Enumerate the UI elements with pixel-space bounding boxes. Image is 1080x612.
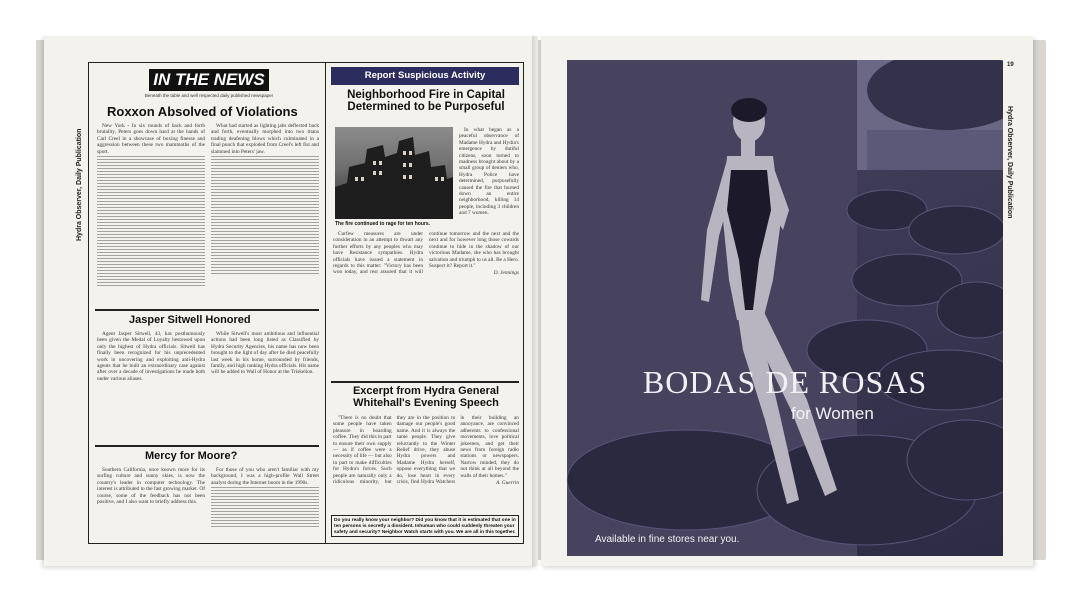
article3-headline: Mercy for Moore?	[145, 450, 238, 462]
neighbor-watch-box: Do you really know your neighbor? Did you know that it is estimated that one in ten persons is secretly a dissident. Inhuman who could suddenly threaten your safety and security? Neighbor Watch starts with you. We are all in this together.	[331, 515, 519, 537]
ad-title: BODAS DE ROSAS	[642, 364, 928, 400]
page-number: 19	[1007, 62, 1014, 68]
left-column	[89, 63, 326, 543]
burning-buildings-illustration	[335, 127, 453, 219]
divider	[95, 445, 319, 447]
article4-signature: D. Jennings	[493, 270, 519, 277]
masthead-subtitle: Beneath the table and well respected daily published newspaper	[144, 93, 274, 98]
article3-paragraph2: For those of you who aren't familiar with my background, I was a high-profile Wall Street analyst during the Internet boom in the 1990s.	[211, 467, 319, 486]
article1-body-left	[97, 123, 205, 305]
right-side-label: Hydra Observer, Daily Publication	[1006, 106, 1013, 219]
article3-paragraph1: Southern California, once known more for its surfing culture and sunny skies, is now the country's leader in computer technology. The interest is attributed to the fast growing market. Of course, some of the feedback has not been positive, and I also want to briefly address this.	[97, 467, 205, 506]
article4-headline: Neighborhood Fire in Capital Determined to be Purposeful	[347, 89, 505, 114]
divider	[331, 381, 519, 383]
article1-continued-text	[97, 156, 205, 286]
right-page	[541, 36, 1033, 566]
article1-paragraph2: What had started as lighting jabs deflected back and forth, eventually morphed into two titans trading deafening blows which culminated in a final punch that exploded from Creel's left fist and slammed into Peters' jaw.	[211, 123, 319, 155]
report-banner: Report Suspicious Activity	[331, 67, 519, 85]
article5-body	[333, 415, 519, 511]
left-page	[44, 36, 538, 566]
news-frame	[88, 62, 524, 544]
article1-paragraph1: New York - In six rounds of back and forth brutality, Peters goes down hard at the hands of Carl Creel in a showcase of boxing finesse and aggression between these two mammoths of the sport.	[97, 123, 205, 155]
ad-tagline: Available in fine stores near you.	[595, 534, 740, 545]
article2-paragraph1: Agent Jasper Sitwell, 43, has posthumously been given the Medal of Loyalty bestowed upon only the highest of Hydra officials. Sitwell has finally been recognized for his unprecedented work in uncovering and exploiting anti-Hydra agents that he built an extraordinary case against after over a decade of investigations he made both under various aliases.	[97, 331, 205, 382]
masthead: IN THE NEWS	[149, 69, 269, 91]
article4-paragraph2: Curfew measures are under consideration in an attempt to thwart any further efforts by any peoples who may have Resistance sympathies. Hydra officials have issued a statement in regards to this matter: "Victory has been won today, and rest assured that it will continue tomorrow and the next and the next and for however long those cowards continue to hide in the shadow of our victorious Madame, she who has brought salvation and triumph to us all. Be a Hero. Suspect it? Report it."	[333, 231, 519, 276]
ad-subtitle: for Women	[791, 404, 874, 423]
article5-paragraph1: "There is no doubt that some people have taken pleasure in hoarding coffee. They did this in part to ensure their own supply — as if coffee were a necessity of life — but also in part to make difficulties for Hydra's forces. Such people are naturally only a ridiculous minority, but they are in the position to damage our people's good name. And it is always the same people. They give reluctantly to the Winter Relief drive, they abuse Hydra powers and Madame Hydra herself, oppose everything that we do, lose heart in every crisis, find Hydra Watchers in their building an annoyance, are convinced adherents to confessional movements, love political jokesters, and get their news from foreign radio stations or newspapers. Narrow minded, they do not think at all beyond the walls of their homes."	[333, 415, 519, 486]
left-side-label: Hydra Observer, Daily Publication	[76, 128, 83, 241]
article4-body-top	[459, 127, 519, 229]
article3-body-right	[211, 467, 319, 539]
article2-body-left	[97, 331, 205, 441]
fire-photo	[335, 127, 453, 219]
article5-signature: A. Guerrin	[496, 480, 519, 487]
article3-body-left	[97, 467, 205, 539]
fire-photo-caption: The fire continued to rage for ten hours.	[335, 221, 431, 227]
article2-body-right	[211, 331, 319, 441]
article4-paragraph1: In what began as a peaceful observance of Madame Hydra and Hydra's emergence by dutiful citizens, soon turned to madness brought about by a small group of deniers who, Hydra Police have determined, purposefully caused the fire that burned down an entire neighborhood, killing 14 people, including 3 children and 7 women.	[459, 127, 519, 217]
article3-continued-text	[211, 487, 319, 527]
divider	[95, 309, 319, 311]
article2-headline: Jasper Sitwell Honored	[129, 314, 251, 326]
right-column	[327, 63, 523, 543]
article5-headline: Excerpt from Hydra General Whitehall's Evening Speech	[352, 385, 500, 409]
article2-paragraph2: While Sitwell's most ambitious and influential actions had been long listed as Classified by Hydra Security Agencies, his name has now been brought to the light of day after he died peacefully last week in his home, surrounded by friends, family, and high ranking Hydra officials. His name will be added to Wall of Honor at the Triskelion.	[211, 331, 319, 376]
article1-headline: Roxxon Absolved of Violations	[107, 104, 298, 119]
perfume-advertisement	[567, 60, 1003, 556]
article1-body-right	[211, 123, 319, 305]
article4-body	[333, 231, 519, 377]
article1-continued-text-2	[211, 156, 319, 276]
model-on-rocks-illustration	[567, 60, 1003, 556]
